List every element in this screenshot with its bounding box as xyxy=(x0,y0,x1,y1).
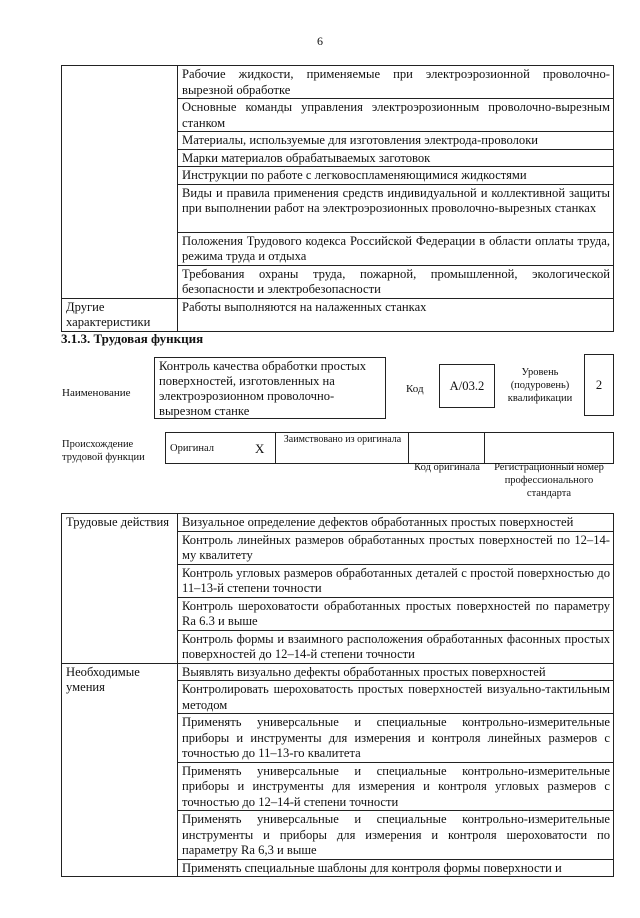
reg-number-cell xyxy=(485,433,614,464)
table-cell: Работы выполняются на налаженных станках xyxy=(178,298,614,331)
table-cell: Применять универсальные и специальные контрольно-измерительные приборы и инструменты для измерения и контроля угловых размеров с точностью до 12–14-й степени точности xyxy=(178,762,614,811)
code-label: Код xyxy=(406,383,424,395)
table-cell: Инструкции по работе с легковоспламеняющимися жидкостями xyxy=(178,167,614,185)
reg-number-label: Регистрационный номер профессионального стандарта xyxy=(494,462,604,499)
level-value: 2 xyxy=(584,354,614,416)
function-table xyxy=(61,513,614,877)
group-label: Необходимые умения xyxy=(62,663,178,877)
table-cell: Материалы, используемые для изготовления электрода-проволоки xyxy=(178,132,614,150)
level-label: Уровень (подуровень) квалификации xyxy=(507,367,573,404)
table-cell: Контролировать шероховатость простых поверхностей визуально-тактильным методом xyxy=(178,681,614,714)
table-row xyxy=(62,663,614,681)
code-original-label: Код оригинала xyxy=(414,462,480,473)
code-original-cell xyxy=(409,433,485,464)
table-cell: Марки материалов обрабатываемых заготовок xyxy=(178,149,614,167)
table-row xyxy=(62,66,614,99)
table-cell: Требования охраны труда, пожарной, промышленной, экологической безопасности и электробезопасности xyxy=(178,265,614,298)
code-value: А/03.2 xyxy=(439,364,495,408)
section-title: 3.1.3. Трудовая функция xyxy=(61,331,204,346)
table-cell: Визуальное определение дефектов обработанных простых поверхностей xyxy=(178,514,614,532)
origin-label: Происхождение трудовой функции xyxy=(62,439,145,463)
original-label: Оригинал xyxy=(166,433,244,464)
table-row xyxy=(166,433,614,464)
group-label: Трудовые действия xyxy=(62,514,178,664)
original-mark: X xyxy=(244,433,276,464)
table-cell: Положения Трудового кодекса Российской Федерации в области оплаты труда, режима труда и отдыха xyxy=(178,232,614,265)
table-cell: Основные команды управления электроэрозионным проволочно-вырезным станком xyxy=(178,99,614,132)
row-label xyxy=(62,66,178,299)
table-cell: Применять специальные шаблоны для контроля формы поверхности и xyxy=(178,859,614,877)
table-cell: Рабочие жидкости, применяемые при электроэрозионной проволочно-вырезной обработке xyxy=(178,66,614,99)
table-cell: Применять универсальные и специальные контрольно-измерительные инструменты и приборы для измерения и контроля шероховатости по параметру Ra 6,3 и выше xyxy=(178,811,614,860)
function-name-value: Контроль качества обработки простых поверхностей, изготовленных на электроэрозионном проволочно-вырезном станке xyxy=(154,357,386,419)
table-cell: Контроль линейных размеров обработанных простых поверхностей по 12–14-му квалитету xyxy=(178,531,614,564)
table-row xyxy=(62,298,614,331)
borrowed-label: Заимствовано из оригинала xyxy=(276,433,409,464)
table-cell: Виды и правила применения средств индивидуальной и коллективной защиты при выполнении работ на электроэрозионных проволочно-вырезных станках xyxy=(178,184,614,232)
table-cell: Контроль шероховатости обработанных простых поверхностей по параметру Ra 6.3 и выше xyxy=(178,597,614,630)
table-cell: Контроль угловых размеров обработанных деталей с простой поверхностью до 11–13-й степени точности xyxy=(178,564,614,597)
origin-table xyxy=(165,432,614,464)
row-label: Другие характеристики xyxy=(62,298,178,331)
table-cell: Выявлять визуально дефекты обработанных простых поверхностей xyxy=(178,663,614,681)
name-label: Наименование xyxy=(62,387,131,399)
page-number: 6 xyxy=(317,34,323,48)
table-cell: Применять универсальные и специальные контрольно-измерительные приборы и инструменты для измерения и контроля линейных размеров с точностью до 11–13-го квалитета xyxy=(178,714,614,763)
knowledge-table xyxy=(61,65,614,332)
table-row xyxy=(62,514,614,532)
table-cell: Контроль формы и взаимного расположения обработанных фасонных простых поверхностей до 12–14-й степени точности xyxy=(178,630,614,663)
